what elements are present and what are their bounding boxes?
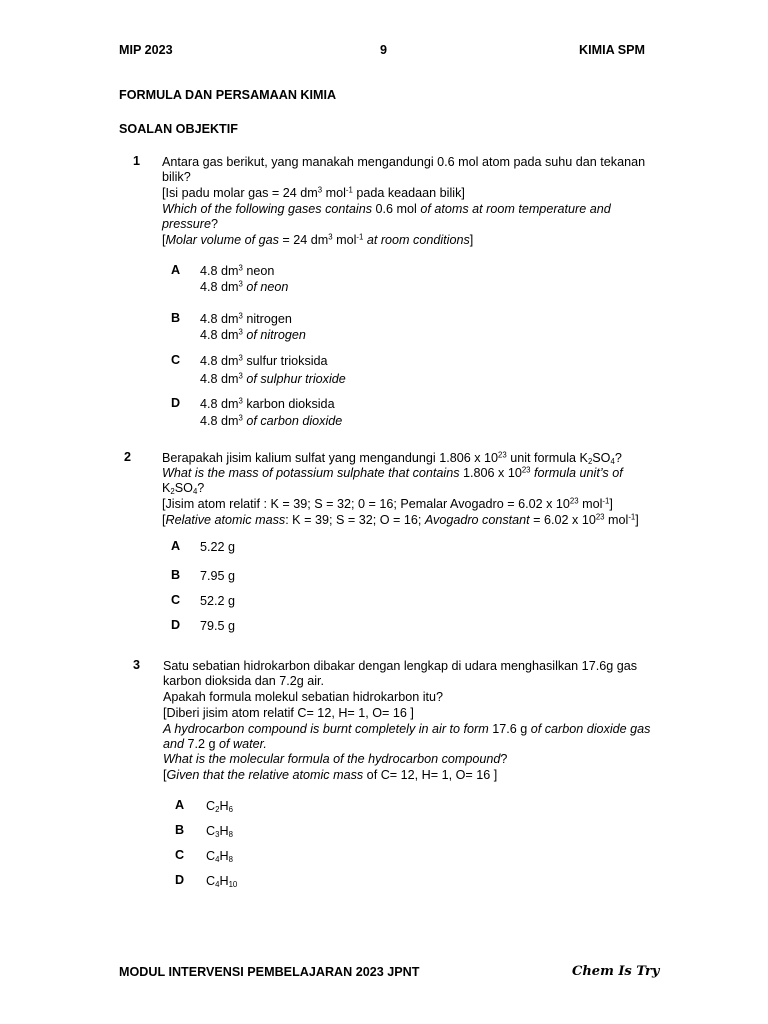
option-d-text: 79.5 g	[200, 619, 236, 633]
option-letter: A	[175, 798, 185, 812]
given-note-en: [Given that the relative atomic mass of C= 12, H= 1, O= 16 ]	[163, 768, 498, 782]
option-letter: A	[171, 263, 181, 277]
option-letter: C	[171, 593, 181, 607]
footer-module-title: MODUL INTERVENSI PEMBELAJARAN 2023 JPNT	[119, 965, 420, 979]
question-text-en: pressure?	[162, 217, 219, 231]
question-text-ms: karbon dioksida dan 7.2g air.	[163, 674, 325, 688]
option-c-en: 4.8 $dm^3$ of sulphur trioxide	[200, 371, 346, 386]
question-text-en: A hydrocarbon compound is burnt completely in air to form 17.6 g of carbon dioxide gas	[163, 722, 651, 736]
option-letter: A	[171, 539, 181, 553]
option-c-ms: 4.8 $dm^3$ sulfur trioksida	[200, 353, 328, 368]
option-c-formula: $C_4H_8$	[206, 849, 233, 864]
question-text-en: Which of the following gases contains 0.6 mol of atoms at room temperature and	[162, 202, 611, 216]
constants-note-ms: [Jisim atom relatif : K = 39; S = 32; 0 = 16; Pemalar Avogadro = 6.02 x $10^{23}$ mol$^{-1}$]	[162, 496, 613, 511]
option-b-ms: 4.8 $dm^3$ nitrogen	[200, 311, 292, 326]
option-b-en: 4.8 $dm^3$ of nitrogen	[200, 327, 306, 342]
option-letter: B	[175, 823, 185, 837]
section-title: SOALAN OBJEKTIF	[119, 122, 238, 136]
question-text-en: What is the molecular formula of the hydrocarbon compound?	[163, 752, 508, 766]
question-number: 1	[133, 154, 141, 168]
option-letter: D	[171, 618, 181, 632]
question-text-en: $K_2SO_4$?	[162, 481, 205, 496]
option-d-formula: $C_4H_{10}$	[206, 874, 238, 889]
option-b-formula: $C_3H_8$	[206, 824, 233, 839]
question-text-ms: Apakah formula molekul sebatian hidrokarbon itu?	[163, 690, 444, 704]
option-a-ms: 4.8 $dm^3$ neon	[200, 263, 275, 278]
question-number: 3	[133, 658, 141, 672]
option-letter: B	[171, 568, 181, 582]
given-note-ms: [Diberi jisim atom relatif C= 12, H= 1, O= 16 ]	[163, 706, 414, 720]
option-a-text: 5.22 g	[200, 540, 236, 554]
header-left: MIP 2023	[119, 43, 173, 57]
question-text-ms: Satu sebatian hidrokarbon dibakar dengan lengkap di udara menghasilkan 17.6g gas	[163, 659, 638, 673]
question-text-ms: bilik?	[162, 170, 191, 184]
footer-brand: Chem Is Try	[572, 964, 660, 979]
constants-note-en: [Relative atomic mass: K = 39; S = 32; O = 16; Avogadro constant = 6.02 x $10^{23}$ mol$^{-1}$]	[162, 512, 639, 527]
molar-volume-note-ms: [Isi padu molar gas = 24 $dm^3$ mol$^{-1}$ pada keadaan bilik]	[162, 185, 465, 200]
header-right: KIMIA SPM	[579, 43, 646, 57]
question-text-en: and 7.2 g of water.	[163, 737, 267, 751]
option-letter: D	[171, 396, 181, 410]
option-letter: C	[175, 848, 185, 862]
option-a-en: 4.8 $dm^3$ of neon	[200, 279, 289, 294]
question-text-en: What is the mass of potassium sulphate that contains 1.806 x $10^{23}$ formula unit’s of	[162, 465, 623, 480]
option-b-text: 7.95 g	[200, 569, 236, 583]
option-d-en: 4.8 $dm^3$ of carbon dioxide	[200, 413, 343, 428]
option-d-ms: 4.8 $dm^3$ karbon dioksida	[200, 396, 335, 411]
option-letter: D	[175, 873, 185, 887]
question-number: 2	[124, 450, 132, 464]
option-c-text: 52.2 g	[200, 594, 236, 608]
page-number: 9	[380, 43, 388, 57]
question-text-ms: Berapakah jisim kalium sulfat yang mengandungi 1.806 x $10^{23}$ unit formula $K_2SO_4$?	[162, 450, 622, 466]
option-a-formula: $C_2H_6$	[206, 799, 233, 814]
option-letter: B	[171, 311, 181, 325]
molar-volume-note-en: [Molar volume of gas = 24 $dm^3$ mol$^{-1}$ at room conditions]	[162, 232, 474, 247]
option-letter: C	[171, 353, 181, 367]
question-text-ms: Antara gas berikut, yang manakah mengandungi 0.6 mol atom pada suhu dan tekanan	[162, 155, 646, 169]
page-title: FORMULA DAN PERSAMAAN KIMIA	[119, 88, 337, 102]
